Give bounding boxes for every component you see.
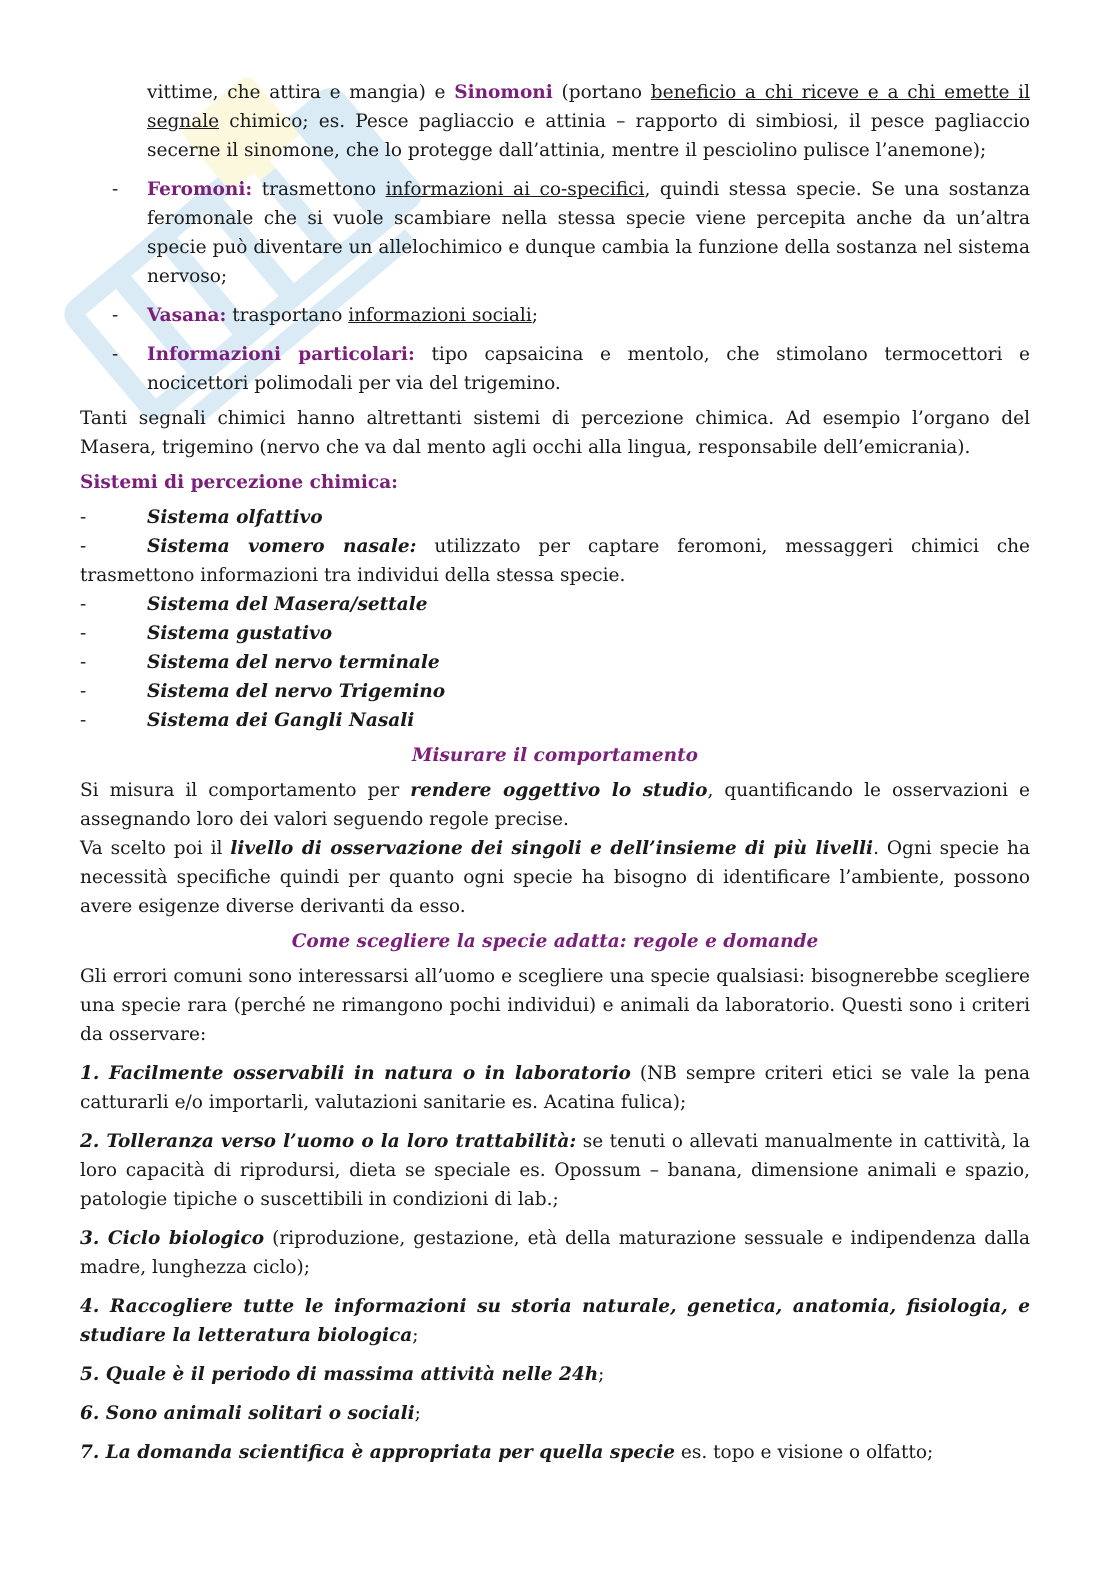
text-span: . Ogni specie ha necessità specifiche quindi per quanto ogni specie ha bisogno di identificare l’ambiente, possono avere esigenze diverse derivanti da esso.: [80, 838, 1030, 917]
bullet-dash: -: [80, 536, 87, 557]
term-vasana: Vasana:: [147, 305, 227, 326]
system-desc: utilizzato per captare feromoni, messaggeri chimici che trasmettono informazioni tra individui della stessa specie.: [80, 536, 1030, 586]
criterion-text: (NB sempre criteri etici se vale la pena catturarli e/o importarli, valutazioni sanitarie es. Acatina fulica);: [80, 1063, 1030, 1113]
bullet-dash: -: [80, 594, 87, 615]
criterion-title: 6. Sono animali solitari o sociali: [80, 1403, 415, 1424]
bullet-dash: -: [80, 623, 87, 644]
criterion-title: 2. Tolleranza verso l’uomo o la loro trattabilità:: [80, 1131, 577, 1152]
criterion-item: [80, 1127, 1030, 1214]
document-body: [80, 78, 1030, 1467]
text-span: chimico; es. Pesce pagliaccio e attinia – rapporto di simbiosi, il pesce pagliaccio secerne il sinomone, che lo protegge dall’attinia, mentre il pesciolino pulisce l’anemone);: [147, 111, 1030, 161]
system-name: Sistema del nervo Trigemino: [147, 681, 446, 702]
emphasis-text: livello di osservazione dei singoli e dell’insieme di più livelli: [230, 838, 874, 859]
criterion-title: 3. Ciclo biologico: [80, 1228, 265, 1249]
criterion-item: [80, 1224, 1030, 1282]
criterion-text: es. topo e visione o olfatto;: [675, 1442, 934, 1463]
bullet-feromoni: [80, 175, 1030, 291]
criterion-item: [80, 1292, 1030, 1350]
criterion-text: (riproduzione, gestazione, età della maturazione sessuale e indipendenza dalla madre, lunghezza ciclo);: [80, 1228, 1030, 1278]
paragraph-misura: [80, 776, 1030, 834]
criterion-text: ;: [598, 1364, 605, 1385]
systems-title: Sistemi di percezione chimica:: [80, 472, 399, 493]
underlined-text: informazioni sociali: [348, 305, 532, 326]
text-span: (portano: [552, 82, 651, 103]
text-span: trasmettono: [252, 179, 386, 200]
criterion-title: 5. Quale è il periodo di massima attività nelle 24h: [80, 1364, 599, 1385]
criterion-title: 7. La domanda scientifica è appropriata per quella specie: [80, 1442, 676, 1463]
paragraph-errori: Gli errori comuni sono interessarsi all’uomo e scegliere una specie qualsiasi: bisognerebbe scegliere una specie rara (perché ne rimangono pochi individui) e animali da laboratorio. Questi sono i criteri da osservare:: [80, 966, 1030, 1045]
text-span: Va scelto poi il: [80, 838, 231, 859]
text-span: trasportano: [226, 305, 349, 326]
text-span: ;: [531, 305, 538, 326]
system-name: Sistema gustativo: [147, 623, 333, 644]
term-feromoni: Feromoni:: [147, 179, 253, 200]
paragraph-sinomoni: [80, 78, 1030, 165]
bullet-dash: -: [80, 507, 87, 528]
text-span: vittime, che attira e mangia) e: [147, 82, 455, 103]
system-item: [80, 648, 1030, 677]
text-span: Si misura il comportamento per: [80, 780, 411, 801]
bullet-dash: -: [112, 344, 119, 365]
bullet-informazioni-particolari: [80, 340, 1030, 398]
bullet-vasana: [80, 301, 1030, 330]
paragraph-segnali-chimici: Tanti segnali chimici hanno altrettanti sistemi di percezione chimica. Ad esempio l’organo del Masera, trigemino (nervo che va dal mento agli occhi alla lingua, responsabile dell’emicrania).: [80, 408, 1030, 458]
criterion-item: [80, 1438, 1030, 1467]
system-item: [80, 619, 1030, 648]
system-item: [80, 532, 1030, 590]
system-item: [80, 503, 1030, 532]
system-name: Sistema vomero nasale:: [147, 536, 417, 557]
text-span: , quindi stessa specie. Se una sostanza feromonale che si vuole scambiare nella stessa specie viene percepita anche da un’altra specie può diventare un allelochimico e dunque cambia la funzione della sostanza nel sistema nervoso;: [147, 179, 1030, 287]
criterion-text: se tenuti o allevati manualmente in cattività, la loro capacità di riprodursi, dieta se speciale es. Opossum – banana, dimensione animali e spazio, patologie tipiche o suscettibili in condizioni di lab.;: [80, 1131, 1030, 1210]
criterion-text: ;: [414, 1403, 421, 1424]
bullet-dash: -: [112, 305, 119, 326]
criterion-item: [80, 1360, 1030, 1389]
bullet-dash: -: [80, 710, 87, 731]
criterion-title: 1. Facilmente osservabili in natura o in laboratorio: [80, 1063, 631, 1084]
text-span: tipo capsaicina e mentolo, che stimolano termocettori e nocicettori polimodali per via del trigemino.: [147, 344, 1030, 394]
bullet-dash: -: [80, 681, 87, 702]
system-item: [80, 590, 1030, 619]
section-heading-misurare: Misurare il comportamento: [412, 745, 698, 766]
emphasis-text: rendere oggettivo lo studio: [410, 780, 708, 801]
system-item: [80, 677, 1030, 706]
system-item: [80, 706, 1030, 735]
section-heading-specie: Come scegliere la specie adatta: regole e domande: [291, 931, 819, 952]
system-name: Sistema del Masera/settale: [147, 594, 428, 615]
criterion-text: ;: [412, 1325, 419, 1346]
term-sinomoni: Sinomoni: [454, 82, 553, 103]
bullet-dash: -: [80, 652, 87, 673]
system-name: Sistema olfattivo: [147, 507, 323, 528]
paragraph-livello: [80, 834, 1030, 921]
system-name: Sistema dei Gangli Nasali: [147, 710, 415, 731]
term-informazioni-particolari: Informazioni particolari:: [147, 344, 415, 365]
text-span: , quantificando le osservazioni e assegnando loro dei valori seguendo regole precise.: [80, 780, 1030, 830]
criterion-item: [80, 1399, 1030, 1428]
system-name: Sistema del nervo terminale: [147, 652, 440, 673]
criterion-title: 4. Raccogliere tutte le informazioni su storia naturale, genetica, anatomia, fisiologia, e studiare la letteratura biologica: [80, 1296, 1030, 1346]
underlined-text: beneficio a chi riceve e a chi emette il segnale: [147, 82, 1030, 132]
criterion-item: [80, 1059, 1030, 1117]
bullet-dash: -: [112, 179, 119, 200]
underlined-text: informazioni ai co-specifici: [385, 179, 645, 200]
